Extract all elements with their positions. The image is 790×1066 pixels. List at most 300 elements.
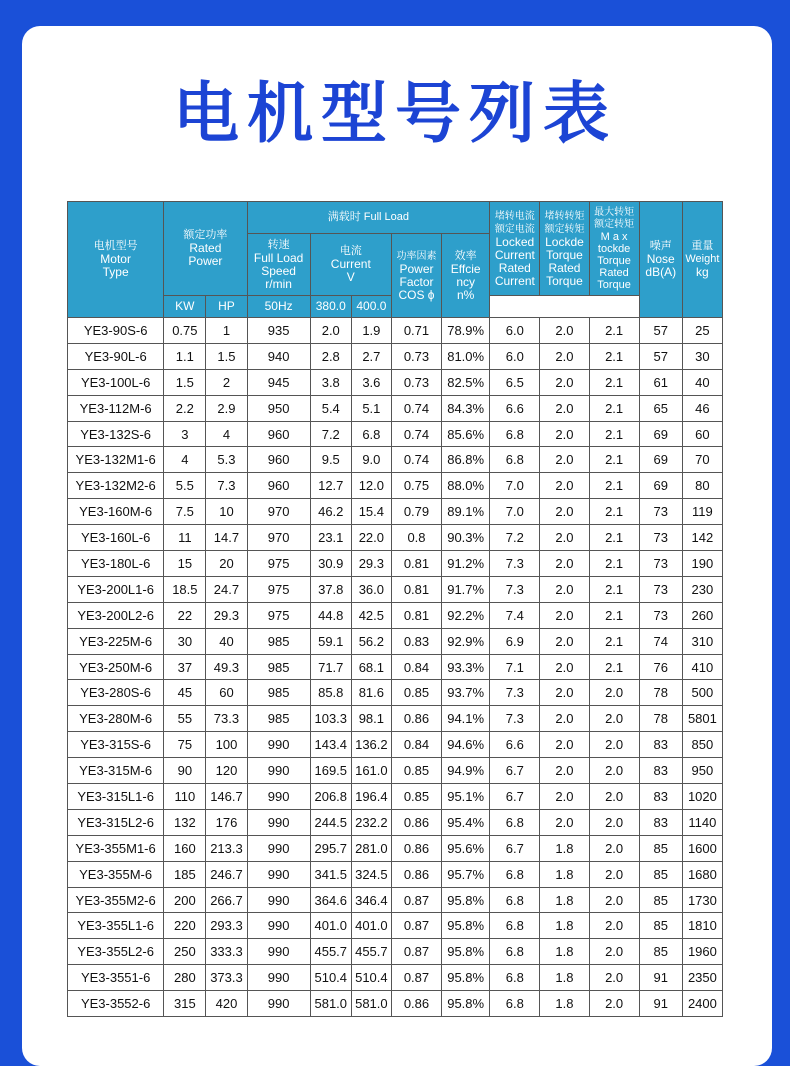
cell-noise: 85 [639,887,682,913]
cell-efficiency: 93.7% [442,680,490,706]
cell-locked-torque: 2.0 [540,551,589,577]
cell-locked-current: 7.3 [490,551,540,577]
cell-speed: 975 [247,551,310,577]
cell-kw: 7.5 [164,499,206,525]
cell-power-factor: 0.83 [391,628,441,654]
table-body [68,318,723,1017]
cell-model: YE3-90L-6 [68,343,164,369]
cell-model: YE3-280S-6 [68,680,164,706]
table-row [68,473,723,499]
page-title: 电机型号列表 [173,75,617,152]
cell-model: YE3-100L-6 [68,369,164,395]
cell-kw: 4 [164,447,206,473]
cell-model: YE3-90S-6 [68,318,164,344]
cell-kw: 110 [164,784,206,810]
cell-noise: 83 [639,758,682,784]
header-weight [682,202,722,318]
hn-2: dB(A) [645,265,677,279]
cell-hp: 20 [206,551,247,577]
cell-current-380: 206.8 [310,784,351,810]
cell-weight: 25 [682,318,722,344]
cell-efficiency: 91.2% [442,551,490,577]
cell-current-380: 5.4 [310,395,351,421]
cell-current-380: 295.7 [310,835,351,861]
cell-locked-current: 6.8 [490,991,540,1017]
table-row [68,732,723,758]
motor-spec-table [67,201,723,1017]
cell-noise: 78 [639,680,682,706]
table-row [68,499,723,525]
cell-max-torque: 2.0 [589,939,639,965]
cell-noise: 83 [639,809,682,835]
cell-max-torque: 2.1 [589,318,639,344]
cell-current-400: 12.0 [351,473,391,499]
cell-model: YE3-250M-6 [68,654,164,680]
table-row [68,369,723,395]
cell-locked-current: 6.5 [490,369,540,395]
cell-locked-torque: 2.0 [540,809,589,835]
cell-speed: 985 [247,628,310,654]
cell-hp: 4 [206,421,247,447]
cell-efficiency: 95.8% [442,913,490,939]
cell-power-factor: 0.74 [391,421,441,447]
cell-max-torque: 2.1 [589,421,639,447]
cell-noise: 85 [639,913,682,939]
cell-efficiency: 95.4% [442,809,490,835]
he-3: n% [456,287,475,302]
cell-locked-torque: 2.0 [540,499,589,525]
cell-speed: 960 [247,473,310,499]
cell-current-400: 56.2 [351,628,391,654]
cell-locked-torque: 2.0 [540,395,589,421]
cell-current-400: 81.6 [351,680,391,706]
cell-power-factor: 0.71 [391,318,441,344]
cell-current-400: 196.4 [351,784,391,810]
cell-noise: 83 [639,784,682,810]
cell-locked-current: 6.7 [490,784,540,810]
cell-weight: 310 [682,628,722,654]
cell-current-400: 581.0 [351,991,391,1017]
cell-locked-torque: 2.0 [540,576,589,602]
cell-weight: 60 [682,421,722,447]
cell-power-factor: 0.74 [391,447,441,473]
cell-current-400: 3.6 [351,369,391,395]
cell-model: YE3-355M2-6 [68,887,164,913]
cell-current-380: 364.6 [310,887,351,913]
table-row [68,784,723,810]
cell-weight: 1600 [682,835,722,861]
cell-max-torque: 2.0 [589,809,639,835]
cell-locked-current: 7.1 [490,654,540,680]
cell-max-torque: 2.1 [589,447,639,473]
cell-hp: 24.7 [206,576,247,602]
cell-hp: 100 [206,732,247,758]
hlc-4: Rated [498,260,531,275]
cell-model: YE3-315M-6 [68,758,164,784]
header-noise [639,202,682,318]
header-model [68,202,164,318]
hw-0: 重量 [691,240,714,252]
cell-weight: 2400 [682,991,722,1017]
cell-model: YE3-200L2-6 [68,602,164,628]
cell-efficiency: 81.0% [442,343,490,369]
cell-current-400: 15.4 [351,499,391,525]
cell-noise: 61 [639,369,682,395]
cell-model: YE3-160M-6 [68,499,164,525]
cell-current-380: 143.4 [310,732,351,758]
cell-weight: 500 [682,680,722,706]
table-row [68,835,723,861]
cell-speed: 960 [247,421,310,447]
cell-noise: 57 [639,343,682,369]
hmt-6: Torque [597,278,631,291]
cell-max-torque: 2.0 [589,861,639,887]
hpf-2: Factor [399,274,434,289]
cell-locked-current: 7.3 [490,680,540,706]
cell-efficiency: 92.2% [442,602,490,628]
hlc-2: Locked [495,234,535,249]
cell-locked-torque: 1.8 [540,939,589,965]
cell-speed: 990 [247,861,310,887]
cell-efficiency: 86.8% [442,447,490,473]
cell-locked-current: 6.7 [490,758,540,784]
cell-current-380: 59.1 [310,628,351,654]
cell-hp: 49.3 [206,654,247,680]
cell-hp: 10 [206,499,247,525]
cell-locked-current: 6.8 [490,939,540,965]
cell-weight: 1140 [682,809,722,835]
cell-efficiency: 89.1% [442,499,490,525]
cell-current-380: 23.1 [310,525,351,551]
hlt-3: Torque [546,247,583,262]
cell-kw: 18.5 [164,576,206,602]
cell-speed: 990 [247,784,310,810]
cell-model: YE3-355L2-6 [68,939,164,965]
cell-kw: 220 [164,913,206,939]
header-model-en1: Motor [100,252,131,266]
cell-hp: 120 [206,758,247,784]
cell-locked-torque: 2.0 [540,732,589,758]
cell-efficiency: 78.9% [442,318,490,344]
table-row [68,809,723,835]
cell-model: YE3-3551-6 [68,965,164,991]
cell-max-torque: 2.1 [589,525,639,551]
header-locked-current [490,202,540,296]
cell-max-torque: 2.1 [589,602,639,628]
table-row [68,602,723,628]
cell-power-factor: 0.85 [391,758,441,784]
cell-locked-current: 7.4 [490,602,540,628]
hlt-4: Rated [548,260,581,275]
cell-current-400: 161.0 [351,758,391,784]
cell-current-400: 36.0 [351,576,391,602]
cell-weight: 1810 [682,913,722,939]
cell-locked-current: 6.0 [490,343,540,369]
cell-speed: 990 [247,913,310,939]
cell-current-400: 5.1 [351,395,391,421]
cell-hp: 176 [206,809,247,835]
table-row [68,706,723,732]
table-row [68,395,723,421]
cell-current-400: 2.7 [351,343,391,369]
cell-power-factor: 0.87 [391,913,441,939]
cell-locked-current: 7.0 [490,473,540,499]
cell-weight: 260 [682,602,722,628]
cell-weight: 40 [682,369,722,395]
cell-kw: 30 [164,628,206,654]
cell-locked-current: 6.9 [490,628,540,654]
cell-noise: 85 [639,939,682,965]
table-row [68,628,723,654]
cell-noise: 69 [639,447,682,473]
cell-current-400: 455.7 [351,939,391,965]
hmt-5: Rated [599,266,629,279]
header-full-load: 满载时 Full Load [247,202,490,234]
cell-current-400: 98.1 [351,706,391,732]
cell-power-factor: 0.85 [391,784,441,810]
cell-kw: 315 [164,991,206,1017]
cell-current-380: 44.8 [310,602,351,628]
cell-speed: 945 [247,369,310,395]
cell-efficiency: 93.3% [442,654,490,680]
hs-1: Full Load [253,250,304,265]
cell-hp: 7.3 [206,473,247,499]
cell-locked-torque: 2.0 [540,680,589,706]
hlt-5: Torque [546,273,583,288]
cell-power-factor: 0.81 [391,602,441,628]
cell-max-torque: 2.1 [589,576,639,602]
cell-current-400: 232.2 [351,809,391,835]
header-hz: 50Hz [247,296,310,318]
cell-model: YE3-315L1-6 [68,784,164,810]
cell-current-400: 1.9 [351,318,391,344]
cell-current-380: 12.7 [310,473,351,499]
cell-current-380: 455.7 [310,939,351,965]
cell-kw: 3 [164,421,206,447]
hmt-2: M a x [600,230,628,243]
header-hp: HP [206,296,247,318]
cell-power-factor: 0.86 [391,835,441,861]
cell-power-factor: 0.8 [391,525,441,551]
cell-max-torque: 2.0 [589,835,639,861]
cell-locked-current: 6.6 [490,395,540,421]
cell-kw: 15 [164,551,206,577]
hn-1: Nose [646,252,675,266]
cell-locked-current: 6.8 [490,965,540,991]
cell-max-torque: 2.0 [589,913,639,939]
header-power-en2: Power [188,254,223,268]
he-0: 效率 [454,249,477,262]
table-row [68,861,723,887]
cell-kw: 1.5 [164,369,206,395]
hlt-0: 堵转转矩 [544,210,585,222]
cell-max-torque: 2.0 [589,965,639,991]
cell-model: YE3-200L1-6 [68,576,164,602]
cell-max-torque: 2.0 [589,706,639,732]
table-row [68,525,723,551]
cell-efficiency: 90.3% [442,525,490,551]
hmt-1: 额定转矩 [594,218,635,230]
cell-noise: 83 [639,732,682,758]
cell-hp: 2 [206,369,247,395]
cell-max-torque: 2.0 [589,758,639,784]
cell-noise: 73 [639,576,682,602]
cell-kw: 1.1 [164,343,206,369]
cell-speed: 990 [247,939,310,965]
header-v400: 400.0 [351,296,391,318]
cell-kw: 5.5 [164,473,206,499]
hw-2: kg [696,265,709,279]
cell-hp: 1 [206,318,247,344]
cell-hp: 246.7 [206,861,247,887]
cell-locked-current: 7.0 [490,499,540,525]
hw-1: Weight [685,253,720,265]
cell-speed: 975 [247,602,310,628]
cell-weight: 950 [682,758,722,784]
cell-power-factor: 0.86 [391,991,441,1017]
hc-1: Current [330,257,371,271]
cell-locked-current: 6.8 [490,861,540,887]
cell-speed: 950 [247,395,310,421]
cell-weight: 142 [682,525,722,551]
cell-max-torque: 2.0 [589,784,639,810]
header-kw: KW [164,296,206,318]
cell-hp: 213.3 [206,835,247,861]
cell-current-400: 136.2 [351,732,391,758]
table-row [68,991,723,1017]
cell-efficiency: 95.8% [442,965,490,991]
table-row [68,913,723,939]
cell-locked-torque: 1.8 [540,887,589,913]
cell-efficiency: 95.6% [442,835,490,861]
cell-locked-current: 7.3 [490,706,540,732]
table-row [68,758,723,784]
cell-power-factor: 0.81 [391,576,441,602]
cell-hp: 373.3 [206,965,247,991]
hs-2: Speed [261,263,296,278]
cell-noise: 73 [639,525,682,551]
cell-kw: 11 [164,525,206,551]
table-row [68,551,723,577]
cell-max-torque: 2.0 [589,732,639,758]
cell-weight: 80 [682,473,722,499]
hlc-1: 额定电流 [494,223,535,235]
cell-max-torque: 2.1 [589,395,639,421]
cell-noise: 69 [639,421,682,447]
hpf-3: COS ϕ [398,287,435,302]
cell-efficiency: 94.6% [442,732,490,758]
cell-noise: 78 [639,706,682,732]
cell-power-factor: 0.75 [391,473,441,499]
cell-weight: 190 [682,551,722,577]
cell-current-380: 9.5 [310,447,351,473]
cell-max-torque: 2.0 [589,887,639,913]
cell-noise: 76 [639,654,682,680]
cell-model: YE3-355M-6 [68,861,164,887]
cell-current-400: 324.5 [351,861,391,887]
cell-max-torque: 2.1 [589,369,639,395]
cell-max-torque: 2.1 [589,499,639,525]
cell-model: YE3-132M1-6 [68,447,164,473]
cell-weight: 410 [682,654,722,680]
cell-speed: 990 [247,991,310,1017]
cell-speed: 990 [247,758,310,784]
cell-power-factor: 0.84 [391,732,441,758]
cell-locked-torque: 2.0 [540,758,589,784]
header-speed [247,234,310,296]
cell-hp: 1.5 [206,343,247,369]
cell-speed: 985 [247,680,310,706]
cell-current-380: 581.0 [310,991,351,1017]
cell-noise: 85 [639,835,682,861]
cell-max-torque: 2.1 [589,654,639,680]
cell-power-factor: 0.74 [391,395,441,421]
cell-efficiency: 94.9% [442,758,490,784]
header-power-cn: 额定功率 [183,229,228,241]
header-model-cn: 电机型号 [93,240,138,252]
cell-weight: 230 [682,576,722,602]
cell-power-factor: 0.85 [391,680,441,706]
cell-power-factor: 0.87 [391,939,441,965]
cell-speed: 975 [247,576,310,602]
cell-locked-current: 6.0 [490,318,540,344]
table-row [68,421,723,447]
cell-current-380: 37.8 [310,576,351,602]
cell-power-factor: 0.73 [391,369,441,395]
cell-locked-torque: 1.8 [540,835,589,861]
table-row [68,965,723,991]
cell-noise: 73 [639,499,682,525]
cell-hp: 2.9 [206,395,247,421]
cell-locked-current: 6.6 [490,732,540,758]
cell-efficiency: 84.3% [442,395,490,421]
cell-current-380: 2.8 [310,343,351,369]
cell-power-factor: 0.86 [391,809,441,835]
table-row [68,887,723,913]
cell-kw: 200 [164,887,206,913]
cell-speed: 990 [247,965,310,991]
cell-current-380: 85.8 [310,680,351,706]
cell-noise: 65 [639,395,682,421]
cell-model: YE3-355M1-6 [68,835,164,861]
cell-model: YE3-180L-6 [68,551,164,577]
he-2: ncy [456,274,475,289]
cell-speed: 985 [247,706,310,732]
cell-weight: 30 [682,343,722,369]
cell-kw: 160 [164,835,206,861]
cell-power-factor: 0.79 [391,499,441,525]
cell-current-400: 401.0 [351,913,391,939]
cell-model: YE3-160L-6 [68,525,164,551]
cell-noise: 73 [639,551,682,577]
cell-power-factor: 0.87 [391,965,441,991]
cell-max-torque: 2.1 [589,551,639,577]
hmt-0: 最大转矩 [594,206,635,218]
cell-current-380: 244.5 [310,809,351,835]
cell-noise: 91 [639,991,682,1017]
cell-max-torque: 2.1 [589,343,639,369]
cell-weight: 5801 [682,706,722,732]
cell-efficiency: 91.7% [442,576,490,602]
cell-max-torque: 2.1 [589,628,639,654]
cell-current-380: 169.5 [310,758,351,784]
cell-kw: 75 [164,732,206,758]
header-current [310,234,391,296]
cell-weight: 46 [682,395,722,421]
header-power-en1: Rated [189,241,222,255]
cell-efficiency: 94.1% [442,706,490,732]
cell-kw: 90 [164,758,206,784]
